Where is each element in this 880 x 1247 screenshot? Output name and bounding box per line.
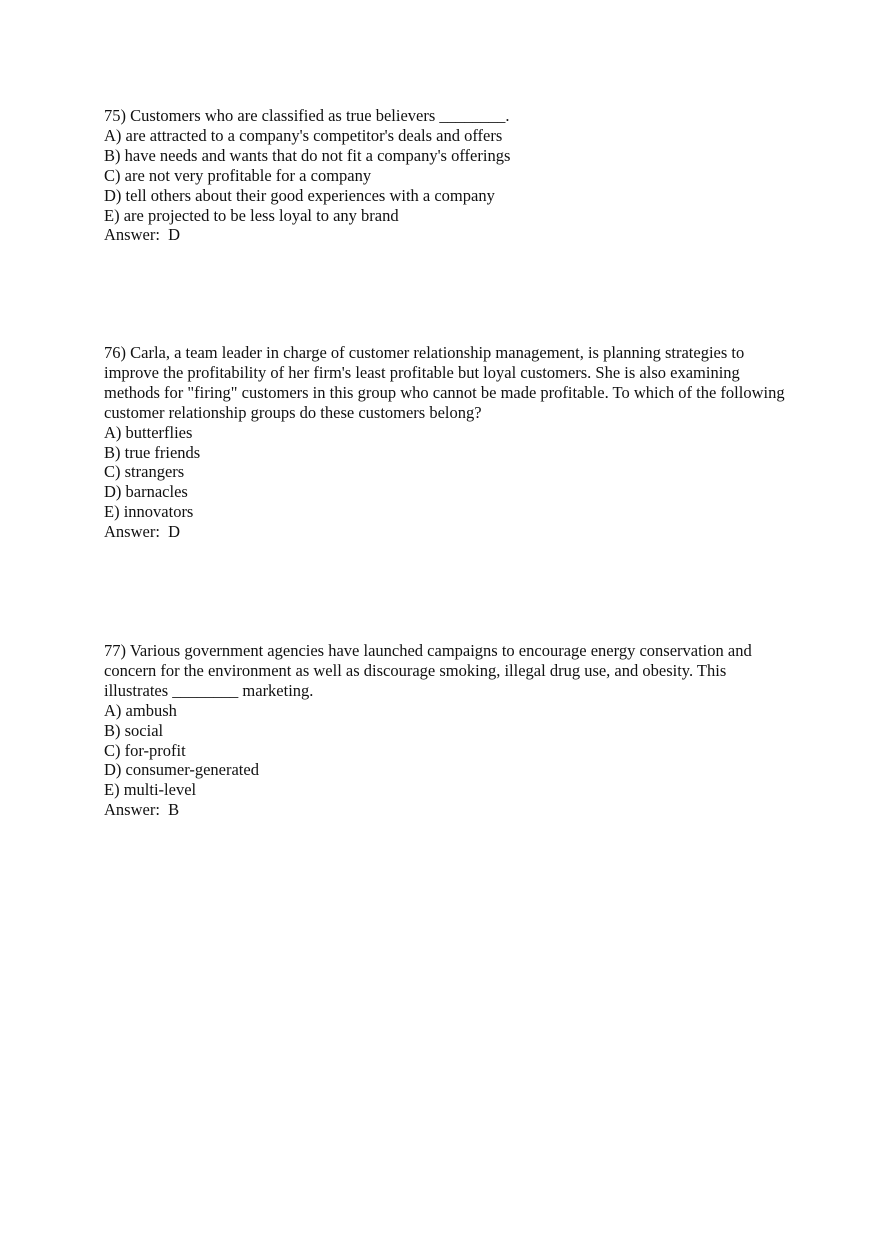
option-a: A) ambush	[104, 700, 177, 720]
option-d: D) tell others about their good experiences with a company	[104, 185, 495, 205]
option-d: D) consumer-generated	[104, 760, 259, 780]
answer-key: Answer: D	[104, 225, 181, 245]
question-stem: 76) Carla, a team leader in charge of customer relationship management, is planning strategies to improve the profitability of her firm's least profitable but loyal customers. She is also examining methods for "firing" customers in this group who cannot be made profitable. To which of the following customer relationship groups do these customers belong?	[104, 343, 785, 422]
question-77	[104, 641, 794, 820]
option-b: B) true friends	[104, 442, 201, 462]
option-b: B) social	[104, 720, 164, 740]
option-a: A) are attracted to a company's competitor's deals and offers	[104, 125, 503, 145]
question-stem: 75) Customers who are classified as true believers ________.	[104, 106, 510, 125]
question-stem: 77) Various government agencies have launched campaigns to encourage energy conservation and concern for the environment as well as discourage smoking, illegal drug use, and obesity. This illustrates ________ marketing.	[104, 641, 752, 700]
option-e: E) multi-level	[104, 780, 197, 800]
answer-key: Answer: D	[104, 522, 181, 542]
option-c: C) strangers	[104, 462, 185, 482]
option-a: A) butterflies	[104, 422, 193, 442]
option-c: C) are not very profitable for a company	[104, 165, 372, 185]
option-c: C) for-profit	[104, 740, 186, 760]
option-d: D) barnacles	[104, 482, 188, 502]
answer-options	[104, 423, 794, 523]
question-75	[104, 106, 794, 245]
answer-options	[104, 701, 794, 801]
option-b: B) have needs and wants that do not fit a company's offerings	[104, 145, 511, 165]
answer-options	[104, 126, 794, 226]
option-e: E) innovators	[104, 502, 194, 522]
question-76	[104, 343, 794, 542]
answer-key: Answer: B	[104, 800, 180, 820]
option-e: E) are projected to be less loyal to any brand	[104, 205, 399, 225]
